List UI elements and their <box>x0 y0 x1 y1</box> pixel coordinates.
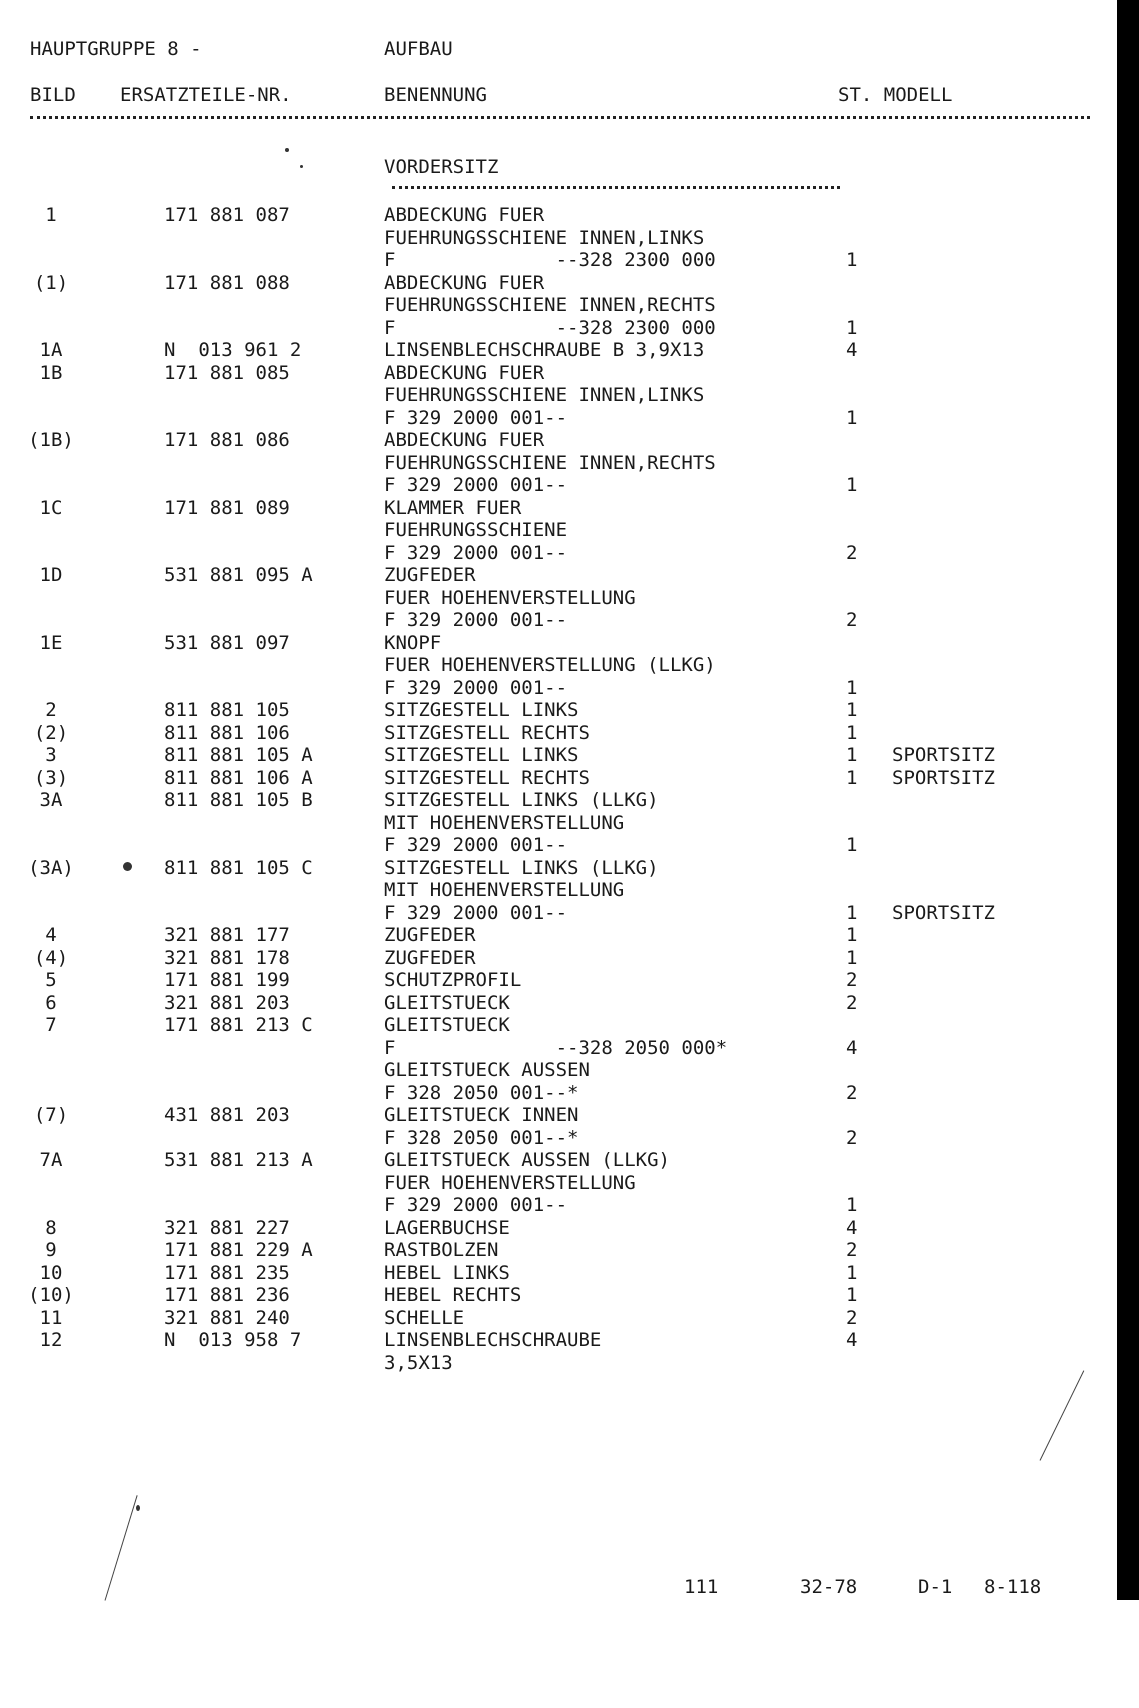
part-number-cell: 811 881 105 C <box>164 856 313 879</box>
part-number-cell: 171 881 085 <box>164 361 290 384</box>
bild-cell: 11 <box>39 1306 63 1329</box>
part-number-cell: 321 881 177 <box>164 924 290 946</box>
part-number-cell: 321 881 178 <box>164 946 290 969</box>
benennung-cell: GLEITSTUECK AUSSEN <box>384 1059 590 1081</box>
quantity-cell: 2 <box>846 541 858 564</box>
bild-cell: 1C <box>39 496 63 519</box>
bild-cell: 6 <box>45 991 57 1014</box>
quantity-cell: 1 <box>846 1261 858 1284</box>
benennung-cell: SITZGESTELL RECHTS <box>384 721 590 744</box>
benennung-cell: GLEITSTUECK <box>384 1014 510 1036</box>
part-number-cell: 171 881 086 <box>164 429 290 451</box>
part-number-cell: 171 881 199 <box>164 969 290 991</box>
quantity-cell: 4 <box>846 339 858 361</box>
benennung-cell: GLEITSTUECK <box>384 991 510 1014</box>
scan-speck <box>285 148 289 152</box>
quantity-cell: 1 <box>846 406 858 429</box>
benennung-cell: F 329 2000 001-- <box>384 1194 568 1216</box>
bild-cell: 1A <box>39 339 63 361</box>
quantity-cell: 2 <box>846 1306 858 1329</box>
benennung-cell: ABDECKUNG FUER <box>384 361 545 384</box>
modell-cell: SPORTSITZ <box>892 766 995 789</box>
benennung-cell: SITZGESTELL LINKS (LLKG) <box>384 789 659 811</box>
scan-stroke <box>105 1495 138 1600</box>
bild-cell: 4 <box>45 924 57 946</box>
benennung-cell: F --328 2050 000* <box>384 1036 728 1059</box>
part-number-cell: N 013 961 2 <box>164 339 302 361</box>
quantity-cell: 4 <box>846 1036 858 1059</box>
part-number-cell: 811 881 106 <box>164 721 290 744</box>
part-number-cell: 531 881 095 A <box>164 564 313 586</box>
quantity-cell: 1 <box>846 1284 858 1306</box>
benennung-cell: F 328 2050 001--* <box>384 1081 579 1104</box>
part-number-cell: 171 881 088 <box>164 271 290 294</box>
bild-cell: (1) <box>33 271 69 294</box>
benennung-cell: SCHELLE <box>384 1306 465 1329</box>
quantity-cell: 1 <box>846 316 858 339</box>
quantity-cell: 1 <box>846 721 858 744</box>
benennung-cell: F 329 2000 001-- <box>384 474 568 496</box>
quantity-cell: 2 <box>846 609 858 631</box>
quantity-cell: 2 <box>846 991 858 1014</box>
bild-cell: (3) <box>33 766 69 789</box>
quantity-cell: 4 <box>846 1216 858 1239</box>
section-rule <box>392 186 840 189</box>
benennung-cell: ABDECKUNG FUER <box>384 271 545 294</box>
quantity-cell: 1 <box>846 676 858 699</box>
bild-cell: 1 <box>45 204 57 226</box>
bild-cell: 1D <box>39 564 63 586</box>
part-number-cell: 321 881 240 <box>164 1306 290 1329</box>
benennung-cell: F 329 2000 001-- <box>384 676 568 699</box>
quantity-cell: 1 <box>846 1194 858 1216</box>
quantity-cell: 1 <box>846 924 858 946</box>
part-number-cell: 321 881 227 <box>164 1216 290 1239</box>
benennung-cell: F --328 2300 000 <box>384 249 716 271</box>
part-number-cell: 811 881 105 A <box>164 744 313 766</box>
benennung-cell: HEBEL LINKS <box>384 1261 510 1284</box>
benennung-cell: F 329 2000 001-- <box>384 406 568 429</box>
bild-cell: 8 <box>45 1216 57 1239</box>
bild-cell: 1B <box>39 361 63 384</box>
bild-cell: 7 <box>45 1014 57 1036</box>
benennung-cell: ZUGFEDER <box>384 564 476 586</box>
scan-edge <box>1117 0 1139 1600</box>
quantity-cell: 1 <box>846 474 858 496</box>
part-number-cell: 811 881 105 B <box>164 789 313 811</box>
quantity-cell: 1 <box>846 834 858 856</box>
part-number-cell: 171 881 213 C <box>164 1014 313 1036</box>
modell-cell: SPORTSITZ <box>892 901 995 924</box>
bild-cell: (1B) <box>28 429 74 451</box>
footer-page-no: 111 <box>684 1576 719 1598</box>
header-rule <box>30 116 1090 119</box>
benennung-cell: F --328 2300 000 <box>384 316 716 339</box>
bild-cell: 1E <box>39 631 63 654</box>
part-number-cell: 431 881 203 <box>164 1104 290 1126</box>
bild-cell: (7) <box>33 1104 69 1126</box>
benennung-cell: SITZGESTELL LINKS <box>384 699 579 721</box>
scan-speck <box>136 1505 140 1511</box>
bild-cell: 9 <box>45 1239 57 1261</box>
bild-cell: (4) <box>33 946 69 969</box>
benennung-cell: HEBEL RECHTS <box>384 1284 522 1306</box>
section-title: VORDERSITZ <box>384 156 499 178</box>
bild-cell: (2) <box>33 721 69 744</box>
col-st-modell: ST. MODELL <box>838 84 953 106</box>
bild-cell: (3A) <box>28 856 74 879</box>
modell-cell: SPORTSITZ <box>892 744 995 766</box>
part-number-cell: 321 881 203 <box>164 991 290 1014</box>
benennung-cell: SITZGESTELL RECHTS <box>384 766 590 789</box>
benennung-cell: FUEHRUNGSSCHIENE <box>384 519 568 541</box>
bild-cell: 2 <box>45 699 57 721</box>
benennung-cell: SITZGESTELL LINKS (LLKG) <box>384 856 659 879</box>
bild-cell: 10 <box>39 1261 63 1284</box>
bild-cell: 3 <box>45 744 57 766</box>
benennung-cell: FUEHRUNGSSCHIENE INNEN,LINKS <box>384 384 705 406</box>
quantity-cell: 2 <box>846 1126 858 1149</box>
benennung-cell: RASTBOLZEN <box>384 1239 499 1261</box>
benennung-cell: GLEITSTUECK INNEN <box>384 1104 579 1126</box>
part-number-cell: 531 881 213 A <box>164 1149 313 1171</box>
col-bild: BILD <box>30 84 76 106</box>
quantity-cell: 1 <box>846 249 858 271</box>
benennung-cell: 3,5X13 <box>384 1351 453 1374</box>
quantity-cell: 1 <box>846 946 858 969</box>
part-number-cell: N 013 958 7 <box>164 1329 302 1351</box>
bild-cell: 7A <box>39 1149 63 1171</box>
benennung-cell: LAGERBUCHSE <box>384 1216 510 1239</box>
scan-speck <box>123 862 132 871</box>
benennung-cell: F 329 2000 001-- <box>384 901 568 924</box>
part-number-cell: 171 881 235 <box>164 1261 290 1284</box>
quantity-cell: 1 <box>846 744 858 766</box>
quantity-cell: 1 <box>846 699 858 721</box>
col-ersatzteil: ERSATZTEILE-NR. <box>120 84 292 106</box>
benennung-cell: F 329 2000 001-- <box>384 609 568 631</box>
quantity-cell: 2 <box>846 1239 858 1261</box>
part-number-cell: 811 881 106 A <box>164 766 313 789</box>
scan-stroke <box>1040 1370 1085 1460</box>
benennung-cell: SCHUTZPROFIL <box>384 969 522 991</box>
quantity-cell: 4 <box>846 1329 858 1351</box>
benennung-cell: LINSENBLECHSCHRAUBE B 3,9X13 <box>384 339 705 361</box>
benennung-cell: F 329 2000 001-- <box>384 541 568 564</box>
quantity-cell: 1 <box>846 766 858 789</box>
benennung-cell: ABDECKUNG FUER <box>384 204 545 226</box>
benennung-cell: FUER HOEHENVERSTELLUNG (LLKG) <box>384 654 716 676</box>
benennung-cell: KLAMMER FUER <box>384 496 522 519</box>
footer-code: 32-78 <box>800 1576 858 1598</box>
benennung-cell: ABDECKUNG FUER <box>384 429 545 451</box>
quantity-cell: 2 <box>846 1081 858 1104</box>
part-number-cell: 171 881 229 A <box>164 1239 313 1261</box>
benennung-cell: FUEHRUNGSSCHIENE INNEN,RECHTS <box>384 294 716 316</box>
part-number-cell: 531 881 097 <box>164 631 290 654</box>
footer-line <box>0 1576 1042 1708</box>
benennung-cell: SITZGESTELL LINKS <box>384 744 579 766</box>
bild-cell: 12 <box>39 1329 63 1351</box>
part-number-cell: 171 881 236 <box>164 1284 290 1306</box>
benennung-cell: FUEHRUNGSSCHIENE INNEN,RECHTS <box>384 451 716 474</box>
bild-cell: 5 <box>45 969 57 991</box>
scan-speck <box>300 165 303 168</box>
benennung-cell: F 328 2050 001--* <box>384 1126 579 1149</box>
hauptgruppe-label: HAUPTGRUPPE 8 - <box>30 38 202 60</box>
benennung-cell: GLEITSTUECK AUSSEN (LLKG) <box>384 1149 670 1171</box>
benennung-cell: MIT HOEHENVERSTELLUNG <box>384 811 625 834</box>
part-number-cell: 171 881 087 <box>164 204 290 226</box>
footer-region: D-1 <box>918 1576 953 1598</box>
benennung-cell: F 329 2000 001-- <box>384 834 568 856</box>
part-number-cell: 811 881 105 <box>164 699 290 721</box>
footer-ref: 8-118 <box>984 1576 1042 1598</box>
part-number-cell: 171 881 089 <box>164 496 290 519</box>
benennung-cell: FUER HOEHENVERSTELLUNG <box>384 586 636 609</box>
benennung-cell: KNOPF <box>384 631 442 654</box>
benennung-cell: FUER HOEHENVERSTELLUNG <box>384 1171 636 1194</box>
benennung-cell: FUEHRUNGSSCHIENE INNEN,LINKS <box>384 226 705 249</box>
benennung-cell: ZUGFEDER <box>384 924 476 946</box>
benennung-cell: ZUGFEDER <box>384 946 476 969</box>
bild-cell: 3A <box>39 789 63 811</box>
quantity-cell: 1 <box>846 901 858 924</box>
col-benennung: BENENNUNG <box>384 84 487 106</box>
benennung-cell: MIT HOEHENVERSTELLUNG <box>384 879 625 901</box>
bild-cell: (10) <box>28 1284 74 1306</box>
aufbau-label: AUFBAU <box>384 38 453 60</box>
quantity-cell: 2 <box>846 969 858 991</box>
benennung-cell: LINSENBLECHSCHRAUBE <box>384 1329 602 1351</box>
